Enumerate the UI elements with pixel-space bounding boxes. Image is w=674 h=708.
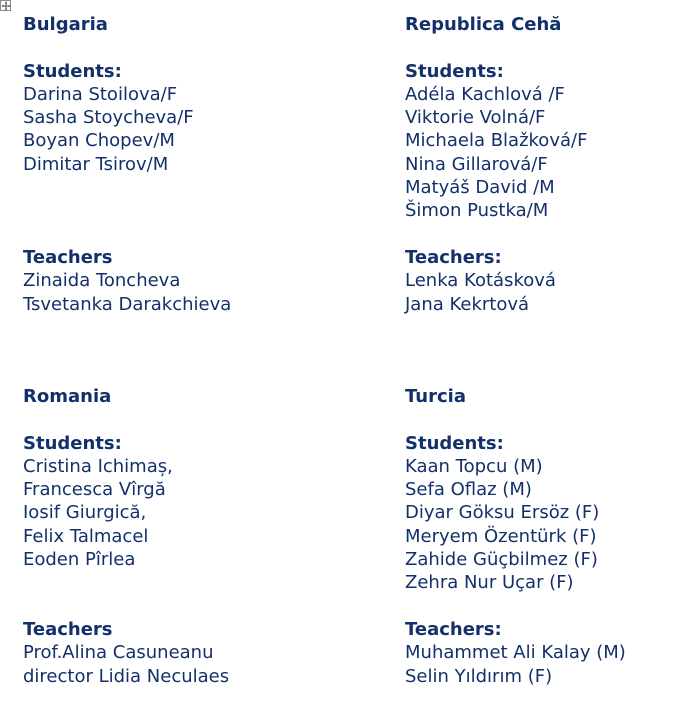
- student-entry: Nina Gillarová/F: [405, 153, 548, 175]
- student-entry: Michaela Blažková/F: [405, 130, 588, 152]
- teachers-heading: Teachers: [23, 246, 113, 268]
- student-entry: Cristina Ichimaș,: [23, 455, 173, 477]
- student-entry: Dimitar Tsirov/M: [23, 153, 169, 175]
- country-title: Turcia: [405, 386, 466, 407]
- student-entry: Matyáš David /M: [405, 177, 555, 199]
- student-entry: Zahide Güçbilmez (F): [405, 549, 598, 571]
- student-entry: Kaan Topcu (M): [405, 455, 543, 477]
- teacher-entry: Muhammet Ali Kalay (M): [405, 642, 626, 664]
- country-title: Romania: [23, 386, 112, 407]
- student-entry: Diyar Göksu Ersöz (F): [405, 502, 600, 524]
- student-entry: Darina Stoilova/F: [23, 83, 178, 105]
- teachers-heading: Teachers:: [405, 246, 502, 268]
- table-move-handle-icon[interactable]: [0, 0, 11, 11]
- students-heading: Students:: [405, 60, 504, 82]
- student-entry: Felix Talmacel: [23, 525, 149, 547]
- students-heading: Students:: [405, 432, 504, 454]
- student-entry: Adéla Kachlová /F: [405, 83, 565, 105]
- country-title: Republica Cehă: [405, 14, 562, 35]
- students-heading: Students:: [23, 60, 122, 82]
- student-entry: Sasha Stoycheva/F: [23, 107, 194, 129]
- teacher-entry: Zinaida Toncheva: [23, 270, 181, 292]
- country-title: Bulgaria: [23, 14, 108, 35]
- country-block-turkey: [405, 385, 674, 688]
- teacher-entry: Lenka Kotásková: [405, 270, 556, 292]
- teacher-entry: Jana Kekrtová: [405, 293, 530, 315]
- student-entry: Meryem Özentürk (F): [405, 525, 597, 547]
- student-entry: Eoden Pîrlea: [23, 549, 136, 571]
- teacher-entry: Prof.Alina Casuneanu: [23, 642, 214, 664]
- teacher-entry: director Lidia Neculaes: [23, 665, 230, 687]
- student-entry: Boyan Chopev/M: [23, 130, 175, 152]
- student-entry: Viktorie Volná/F: [405, 107, 546, 129]
- teachers-heading: Teachers: [23, 618, 113, 640]
- student-entry: Francesca Vîrgă: [23, 479, 166, 501]
- country-block-bulgaria: [23, 13, 323, 316]
- student-entry: Šimon Pustka/M: [405, 200, 549, 222]
- student-entry: Iosif Giurgică,: [23, 502, 147, 524]
- country-block-czech: [405, 13, 674, 316]
- country-block-romania: [23, 385, 323, 688]
- teacher-entry: Selin Yıldırım (F): [405, 665, 553, 687]
- students-heading: Students:: [23, 432, 122, 454]
- teachers-heading: Teachers:: [405, 618, 502, 640]
- student-entry: Sefa Oflaz (M): [405, 479, 532, 501]
- teacher-entry: Tsvetanka Darakchieva: [23, 293, 232, 315]
- student-entry: Zehra Nur Uçar (F): [405, 572, 574, 594]
